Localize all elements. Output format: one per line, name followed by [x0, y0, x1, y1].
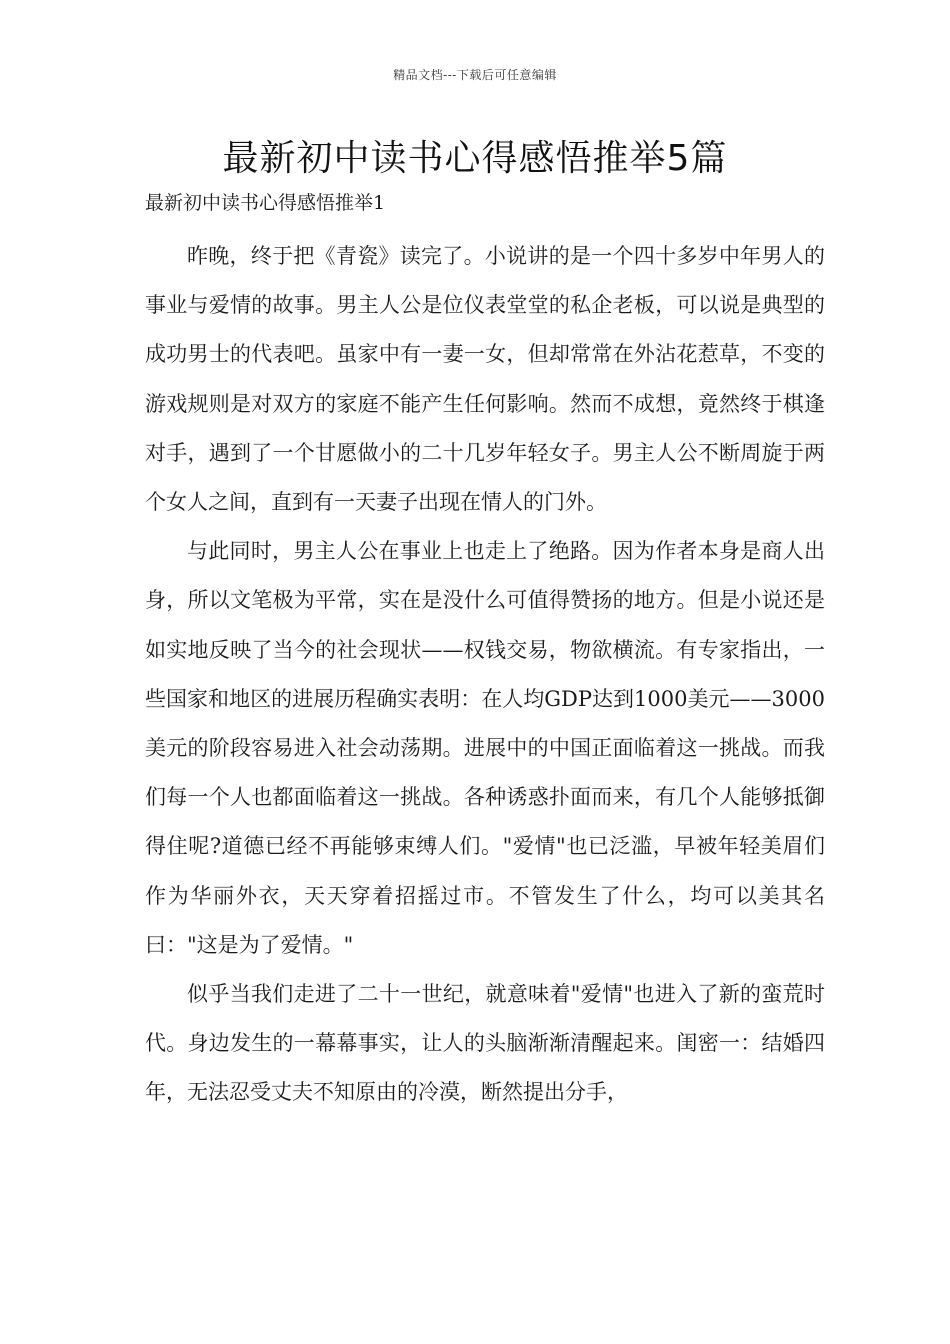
paragraph-1: 昨晚，终于把《青瓷》读完了。小说讲的是一个四十多岁中年男人的事业与爱情的故事。男主人公是位仪表堂堂的私企老板，可以说是典型的成功男士的代表吧。虽家中有一妻一女，但却常常在外沾花惹草，不变的游戏规则是对双方的家庭不能产生任何影响。然而不成想，竟然终于棋逢对手，遇到了一个甘愿做小的二十几岁年轻女子。男主人公不断周旋于两个女人之间，直到有一天妻子出现在情人的门外。 — [145, 244, 825, 515]
body-text — [145, 232, 825, 1118]
section-subtitle: 最新初中读书心得感悟推举1 — [145, 192, 386, 214]
header-note: 精品文档---下载后可任意编辑 — [393, 68, 557, 82]
document-title: 最新初中读书心得感悟推举5篇 — [222, 138, 728, 179]
paragraph-2: 与此同时，男主人公在事业上也走上了绝路。因为作者本身是商人出身，所以文笔极为平常，实在是没什么可值得赞扬的地方。但是小说还是如实地反映了当今的社会现状——权钱交易，物欲横流。有专家指出，一些国家和地区的进展历程确实表明：在人均GDP达到1000美元——3000美元的阶段容易进入社会动荡期。进展中的中国正面临着这一挑战。而我们每一个人也都面临着这一挑战。各种诱惑扑面而来，有几个人能够抵御得住呢?道德已经不再能够束缚人们。"爱情"也已泛滥，早被年轻美眉们作为华丽外衣，天天穿着招摇过市。不管发生了什么，均可以美其名曰："这是为了爱情。" — [145, 539, 825, 957]
paragraph-3: 似乎当我们走进了二十一世纪，就意味着"爱情"也进入了新的蛮荒时代。身边发生的一幕幕事实，让人的头脑渐渐清醒起来。闺密一：结婚四年，无法忍受丈夫不知原由的冷漠，断然提出分手， — [145, 982, 825, 1105]
